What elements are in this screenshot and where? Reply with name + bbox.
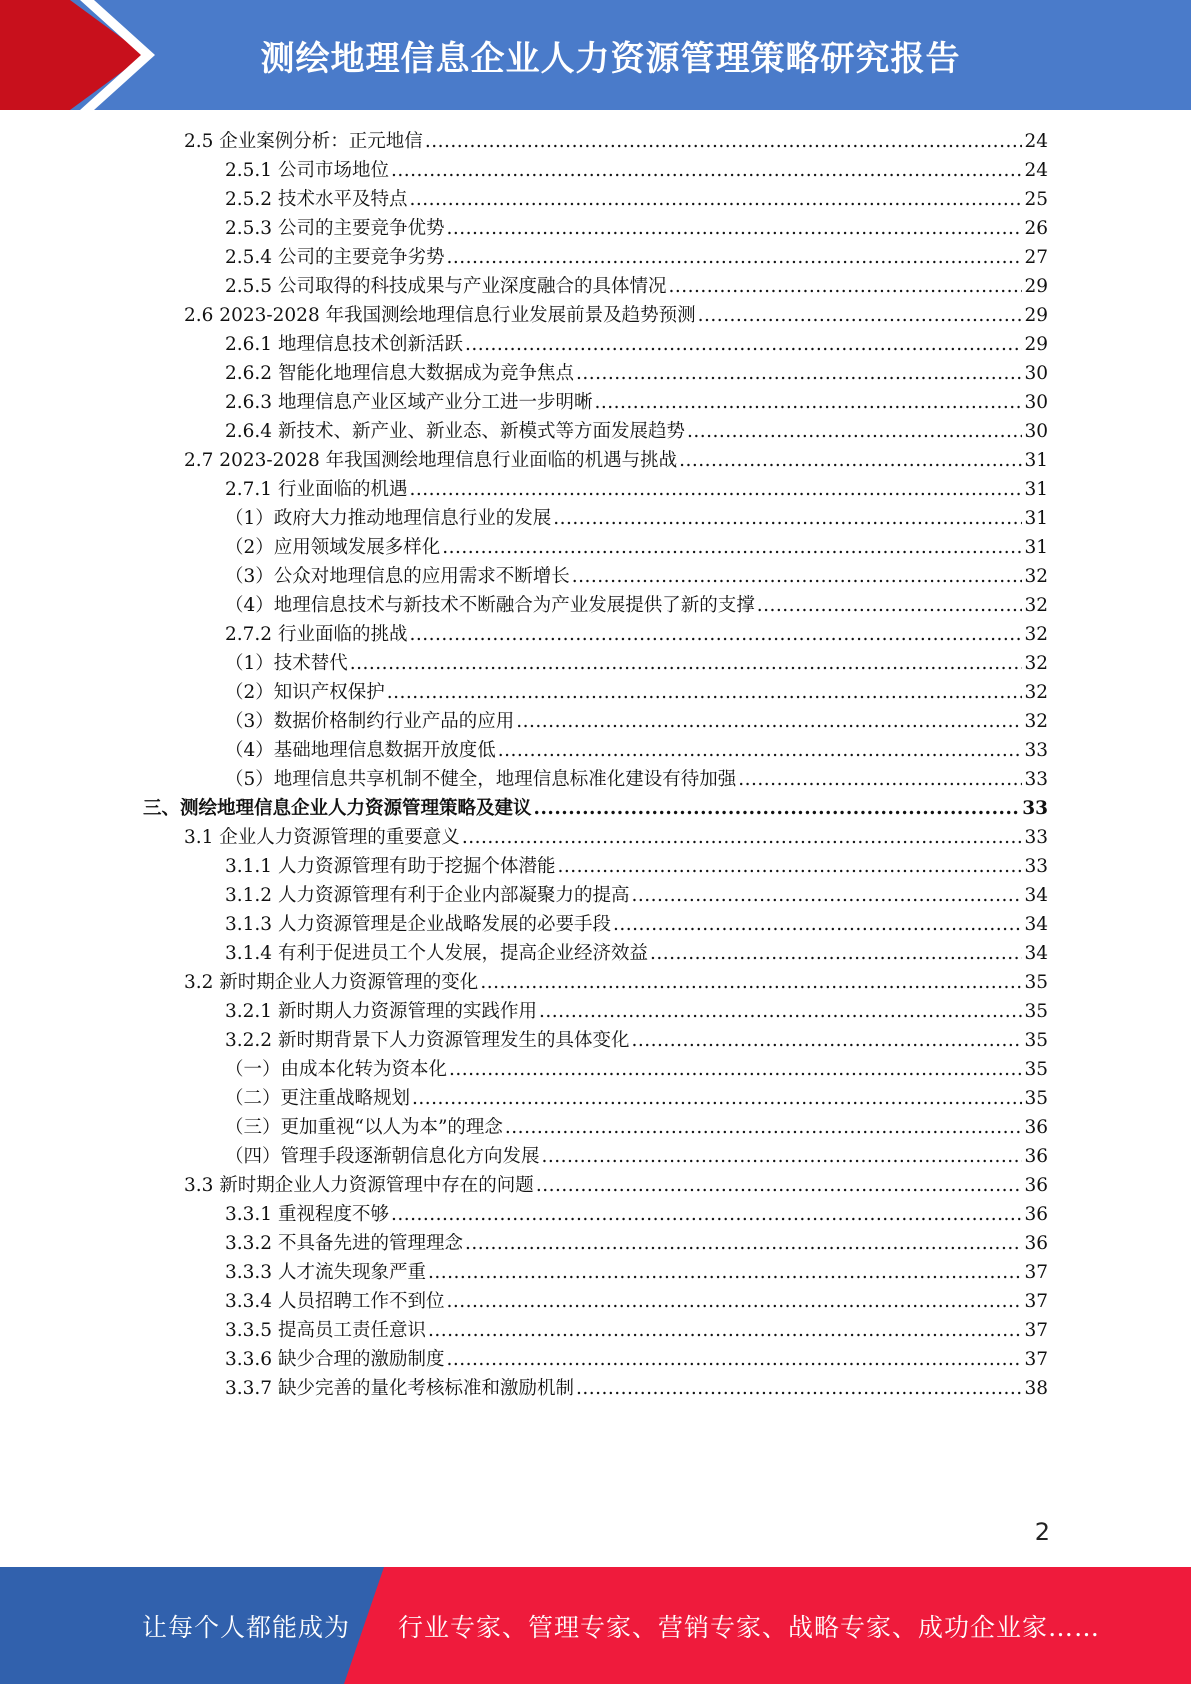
footer-slogan-right: 行业专家、管理专家、营销专家、战略专家、成功企业家…… <box>398 1612 1101 1642</box>
toc-entry[interactable] <box>225 503 1048 534</box>
toc-entry[interactable] <box>225 474 1048 505</box>
toc-dot-leader <box>428 1315 1022 1346</box>
header-banner <box>0 0 1191 110</box>
toc-dot-leader <box>668 271 1022 302</box>
toc-dot-leader <box>428 1257 1022 1288</box>
toc-entry[interactable] <box>225 677 1048 708</box>
toc-entry-title: 2.5 企业案例分析：正元地信 <box>184 131 423 152</box>
toc-entry[interactable] <box>225 1228 1048 1259</box>
toc-entry-title: （3）公众对地理信息的应用需求不断增长 <box>225 566 570 587</box>
toc-entry-page: 33 <box>1024 827 1048 848</box>
toc-entry-page: 33 <box>1024 769 1048 790</box>
toc-entry[interactable] <box>225 1083 1048 1114</box>
toc-entry-page: 32 <box>1024 595 1048 616</box>
toc-entry-page: 33 <box>1024 856 1048 877</box>
toc-entry-page: 35 <box>1024 1088 1048 1109</box>
toc-entry[interactable] <box>225 1315 1048 1346</box>
toc-entry-page: 29 <box>1024 334 1048 355</box>
toc-entry[interactable] <box>225 1141 1048 1172</box>
toc-dot-leader <box>391 1199 1022 1230</box>
toc-entry[interactable] <box>184 822 1048 853</box>
toc-entry[interactable] <box>225 648 1048 679</box>
toc-dot-leader <box>446 213 1022 244</box>
toc-dot-leader <box>498 735 1023 766</box>
toc-entry[interactable] <box>225 532 1048 563</box>
toc-entry-title: （4）基础地理信息数据开放度低 <box>225 740 496 761</box>
toc-entry[interactable] <box>225 996 1048 1027</box>
toc-entry-title: 2.5.5 公司取得的科技成果与产业深度融合的具体情况 <box>225 276 667 297</box>
toc-dot-leader <box>449 1054 1022 1085</box>
toc-entry[interactable] <box>184 300 1048 331</box>
toc-entry[interactable] <box>225 851 1048 882</box>
toc-entry-page: 34 <box>1024 943 1048 964</box>
toc-entry-title: （1）政府大力推动地理信息行业的发展 <box>225 508 552 529</box>
toc-entry[interactable] <box>225 213 1048 244</box>
toc-dot-leader <box>505 1112 1023 1143</box>
toc-dot-leader <box>446 1344 1022 1375</box>
toc-entry-page: 35 <box>1024 1059 1048 1080</box>
toc-entry[interactable] <box>225 1257 1048 1288</box>
toc-dot-leader <box>698 300 1023 331</box>
toc-dot-leader <box>594 387 1022 418</box>
toc-entry[interactable] <box>225 1344 1048 1375</box>
toc-entry-page: 37 <box>1024 1262 1048 1283</box>
toc-entry-title: （三）更加重视“以人为本”的理念 <box>225 1117 503 1138</box>
toc-entry-title: 三、测绘地理信息企业人力资源管理策略及建议 <box>143 798 532 819</box>
toc-entry[interactable] <box>225 1025 1048 1056</box>
toc-entry[interactable] <box>225 358 1048 389</box>
toc-entry-title: 2.6.1 地理信息技术创新活跃 <box>225 334 463 355</box>
toc-entry[interactable] <box>143 793 1048 824</box>
toc-entry-title: （四）管理手段逐渐朝信息化方向发展 <box>225 1146 540 1167</box>
toc-entry-page: 29 <box>1024 276 1048 297</box>
toc-entry-title: 3.2.1 新时期人力资源管理的实践作用 <box>225 1001 537 1022</box>
toc-entry-page: 31 <box>1024 479 1048 500</box>
toc-entry-page: 34 <box>1024 914 1048 935</box>
toc-entry[interactable] <box>225 184 1048 215</box>
toc-entry-page: 31 <box>1024 450 1048 471</box>
toc-entry-title: 3.1.1 人力资源管理有助于挖掘个体潜能 <box>225 856 556 877</box>
toc-entry-title: 3.3.7 缺少完善的量化考核标准和激励机制 <box>225 1378 574 1399</box>
toc-entry-title: （二）更注重战略规划 <box>225 1088 411 1109</box>
toc-dot-leader <box>534 793 1021 824</box>
footer-banner <box>0 1567 1191 1684</box>
toc-entry-page: 25 <box>1024 189 1048 210</box>
toc-entry-page: 36 <box>1024 1233 1048 1254</box>
toc-dot-leader <box>557 851 1022 882</box>
toc-dot-leader <box>572 561 1023 592</box>
toc-dot-leader <box>412 1083 1022 1114</box>
toc-entry-page: 32 <box>1024 566 1048 587</box>
toc-entry[interactable] <box>225 1112 1048 1143</box>
toc-entry-page: 32 <box>1024 624 1048 645</box>
toc-dot-leader <box>409 474 1022 505</box>
toc-entry[interactable] <box>225 1199 1048 1230</box>
toc-dot-leader <box>465 329 1022 360</box>
toc-entry[interactable] <box>184 967 1048 998</box>
toc-entry-title: 3.2 新时期企业人力资源管理的变化 <box>184 972 479 993</box>
toc-entry-title: 2.7 2023-2028 年我国测绘地理信息行业面临的机遇与挑战 <box>184 450 678 471</box>
toc-entry[interactable] <box>225 271 1048 302</box>
toc-entry-page: 37 <box>1024 1291 1048 1312</box>
toc-entry-page: 31 <box>1024 508 1048 529</box>
toc-dot-leader <box>350 648 1023 679</box>
toc-entry-title: （3）数据价格制约行业产品的应用 <box>225 711 515 732</box>
toc-entry[interactable] <box>225 590 1048 621</box>
toc-entry-title: （5）地理信息共享机制不健全，地理信息标准化建设有待加强 <box>225 769 737 790</box>
toc-entry-page: 36 <box>1024 1146 1048 1167</box>
footer-slogan-left: 让每个人都能成为 <box>142 1612 351 1642</box>
toc-entry-title: 3.3.6 缺少合理的激励制度 <box>225 1349 445 1370</box>
toc-dot-leader <box>442 532 1022 563</box>
toc-entry-page: 24 <box>1024 160 1048 181</box>
toc-entry-title: 2.5.4 公司的主要竞争劣势 <box>225 247 445 268</box>
toc-entry-title: 2.7.1 行业面临的机遇 <box>225 479 408 500</box>
toc-dot-leader <box>679 445 1022 476</box>
toc-entry-page: 29 <box>1024 305 1048 326</box>
header-red-arrow <box>0 0 145 110</box>
toc-entry[interactable] <box>225 619 1048 650</box>
toc-entry-title: 2.6.3 地理信息产业区域产业分工进一步明晰 <box>225 392 593 413</box>
toc-entry-title: 2.6 2023-2028 年我国测绘地理信息行业发展前景及趋势预测 <box>184 305 696 326</box>
toc-entry-title: （2）应用领域发展多样化 <box>225 537 441 558</box>
toc-dot-leader <box>576 358 1022 389</box>
toc-dot-leader <box>516 706 1022 737</box>
toc-dot-leader <box>576 1373 1022 1404</box>
toc-entry[interactable] <box>225 329 1048 360</box>
toc-entry[interactable] <box>225 1054 1048 1085</box>
toc-entry-title: （2）知识产权保护 <box>225 682 385 703</box>
toc-entry-page: 32 <box>1024 682 1048 703</box>
toc-dot-leader <box>631 880 1022 911</box>
toc-entry-title: （1）技术替代 <box>225 653 348 674</box>
toc-entry-page: 35 <box>1024 1030 1048 1051</box>
toc-entry[interactable] <box>225 938 1048 969</box>
toc-entry-page: 30 <box>1024 363 1048 384</box>
toc-entry-title: 3.3.4 人员招聘工作不到位 <box>225 1291 445 1312</box>
toc-entry-page: 33 <box>1022 798 1048 819</box>
toc-dot-leader <box>409 184 1022 215</box>
toc-entry-title: （4）地理信息技术与新技术不断融合为产业发展提供了新的支撑 <box>225 595 755 616</box>
toc-entry-title: 3.3.1 重视程度不够 <box>225 1204 389 1225</box>
toc-entry-title: 3.1 企业人力资源管理的重要意义 <box>184 827 460 848</box>
toc-entry-page: 26 <box>1024 218 1048 239</box>
toc-entry[interactable] <box>225 242 1048 273</box>
toc-entry[interactable] <box>225 880 1048 911</box>
toc-entry-page: 30 <box>1024 421 1048 442</box>
toc-dot-leader <box>738 764 1022 795</box>
toc-entry-page: 36 <box>1024 1204 1048 1225</box>
toc-dot-leader <box>553 503 1022 534</box>
toc-entry[interactable] <box>225 909 1048 940</box>
toc-entry[interactable] <box>225 387 1048 418</box>
toc-entry-title: 3.3 新时期企业人力资源管理中存在的问题 <box>184 1175 534 1196</box>
toc-entry-page: 35 <box>1024 1001 1048 1022</box>
toc-entry-title: 2.5.2 技术水平及特点 <box>225 189 408 210</box>
page-number: 2 <box>1034 1518 1050 1546</box>
toc-dot-leader <box>446 1286 1022 1317</box>
toc-dot-leader <box>757 590 1023 621</box>
toc-entry-title: 2.7.2 行业面临的挑战 <box>225 624 408 645</box>
toc-entry-title: 2.5.3 公司的主要竞争优势 <box>225 218 445 239</box>
toc-entry-title: 2.5.1 公司市场地位 <box>225 160 389 181</box>
toc-entry-page: 36 <box>1024 1117 1048 1138</box>
toc-entry-page: 38 <box>1024 1378 1048 1399</box>
toc-entry-page: 27 <box>1024 247 1048 268</box>
toc-dot-leader <box>425 126 1023 157</box>
toc-dot-leader <box>542 1141 1023 1172</box>
toc-entry-page: 35 <box>1024 972 1048 993</box>
toc-entry[interactable] <box>225 735 1048 766</box>
toc-entry-page: 37 <box>1024 1320 1048 1341</box>
toc-entry-page: 32 <box>1024 711 1048 732</box>
toc-entry-title: 3.2.2 新时期背景下人力资源管理发生的具体变化 <box>225 1030 630 1051</box>
toc-entry-title: 3.3.2 不具备先进的管理理念 <box>225 1233 463 1254</box>
toc-entry-title: 2.6.2 智能化地理信息大数据成为竞争焦点 <box>225 363 574 384</box>
toc-entry[interactable] <box>184 1170 1048 1201</box>
toc-entry[interactable] <box>225 706 1048 737</box>
toc-entry-title: 2.6.4 新技术、新产业、新业态、新模式等方面发展趋势 <box>225 421 685 442</box>
toc-entry[interactable] <box>225 764 1048 795</box>
toc-entry-title: 3.3.3 人才流失现象严重 <box>225 1262 426 1283</box>
toc-dot-leader <box>613 909 1022 940</box>
toc-dot-leader <box>462 822 1023 853</box>
toc-entry[interactable] <box>225 416 1048 447</box>
page-title: 测绘地理信息企业人力资源管理策略研究报告 <box>260 38 961 79</box>
toc-entry[interactable] <box>225 1286 1048 1317</box>
toc-dot-leader <box>480 967 1022 998</box>
toc-entry-page: 31 <box>1024 537 1048 558</box>
toc-dot-leader <box>391 155 1022 186</box>
toc-entry[interactable] <box>184 445 1048 476</box>
toc-dot-leader <box>465 1228 1022 1259</box>
toc-entry-title: 3.3.5 提高员工责任意识 <box>225 1320 426 1341</box>
toc-dot-leader <box>446 242 1022 273</box>
toc-entry-page: 24 <box>1024 131 1048 152</box>
toc-entry[interactable] <box>225 561 1048 592</box>
toc-entry-page: 37 <box>1024 1349 1048 1370</box>
toc-entry[interactable] <box>225 155 1048 186</box>
toc-dot-leader <box>387 677 1023 708</box>
toc-entry-page: 36 <box>1024 1175 1048 1196</box>
toc-entry-page: 34 <box>1024 885 1048 906</box>
toc-dot-leader <box>687 416 1022 447</box>
toc-dot-leader <box>631 1025 1022 1056</box>
toc-entry-title: 3.1.4 有利于促进员工个人发展，提高企业经济效益 <box>225 943 648 964</box>
toc-entry[interactable] <box>184 126 1048 157</box>
toc-entry-title: 3.1.2 人力资源管理有利于企业内部凝聚力的提高 <box>225 885 630 906</box>
toc-entry-page: 30 <box>1024 392 1048 413</box>
toc-dot-leader <box>409 619 1022 650</box>
toc-entry-page: 33 <box>1024 740 1048 761</box>
toc-entry-title: （一）由成本化转为资本化 <box>225 1059 448 1080</box>
toc-dot-leader <box>536 1170 1023 1201</box>
toc-entry[interactable] <box>225 1373 1048 1404</box>
toc-dot-leader <box>650 938 1022 969</box>
toc-entry-title: 3.1.3 人力资源管理是企业战略发展的必要手段 <box>225 914 611 935</box>
toc-entry-page: 32 <box>1024 653 1048 674</box>
toc-dot-leader <box>539 996 1022 1027</box>
